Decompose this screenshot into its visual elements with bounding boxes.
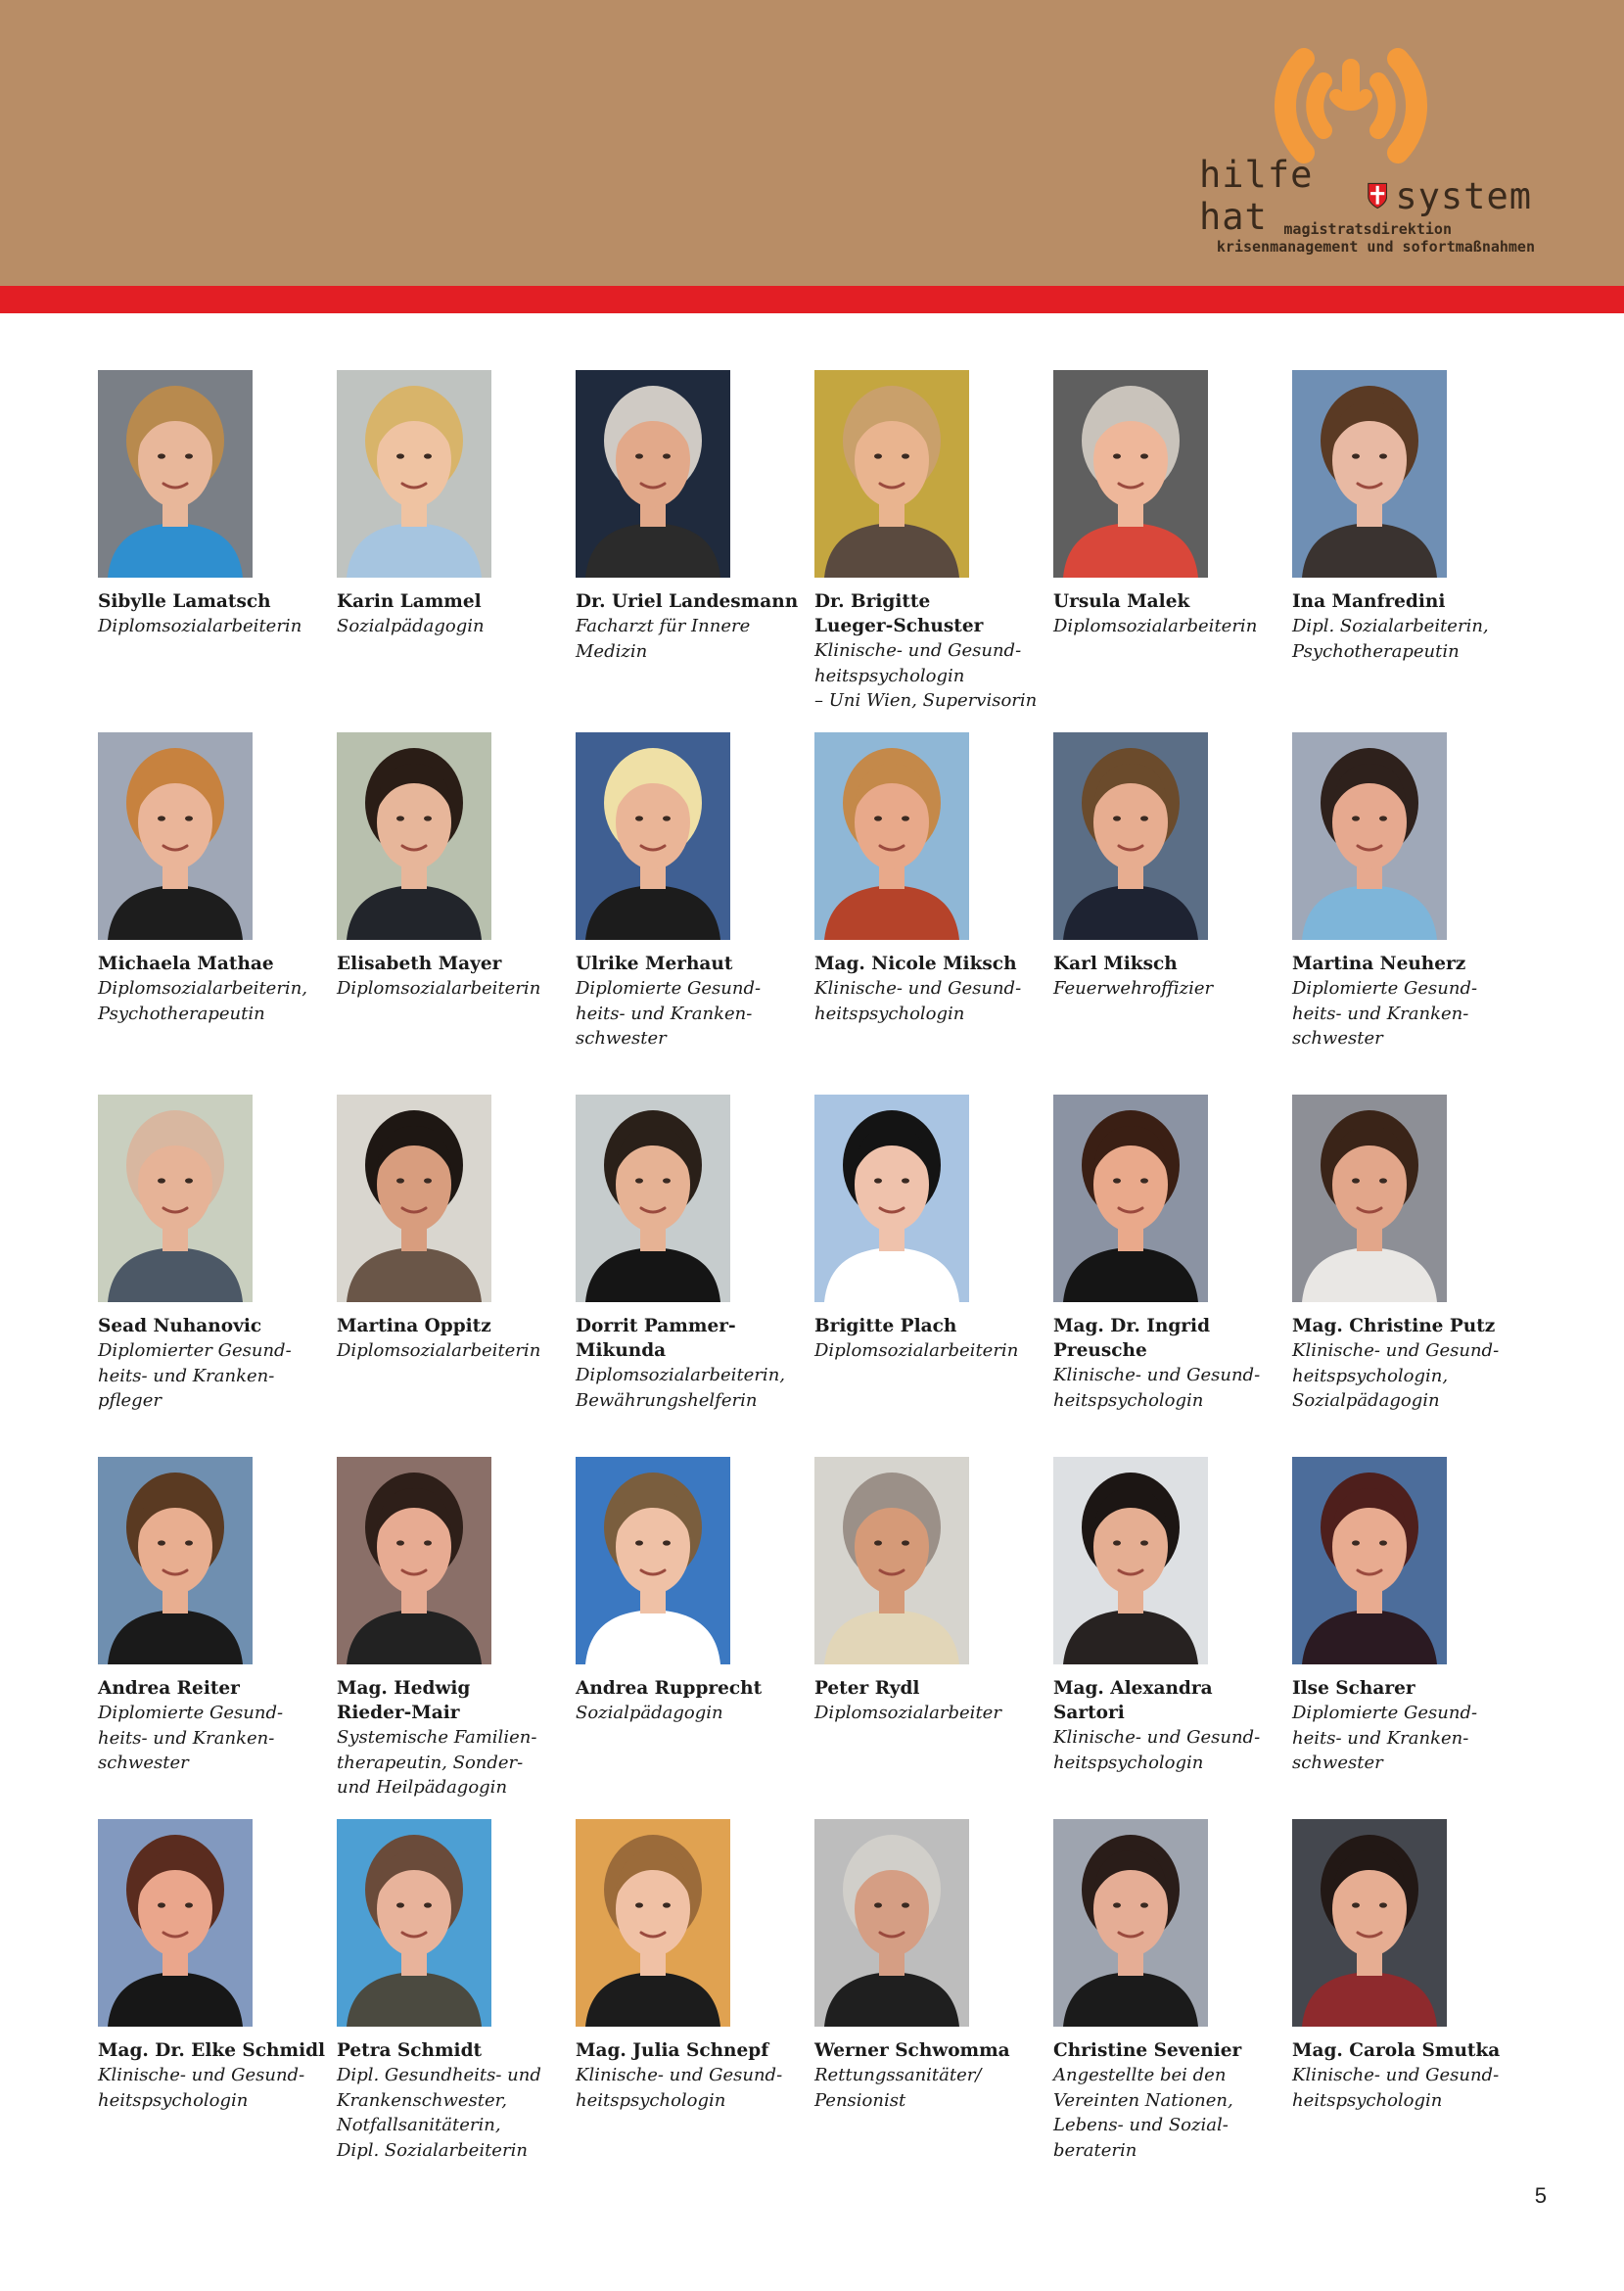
portrait-image: [814, 732, 969, 940]
staff-name: Andrea Rupprecht: [576, 1678, 763, 1699]
staff-card: [1292, 1457, 1531, 1819]
staff-name: Mag. Dr. Elke Schmidl: [98, 2040, 326, 2061]
portrait-image: [1053, 732, 1208, 940]
portrait-photo: [337, 732, 491, 940]
portrait-image: [576, 1457, 730, 1664]
portrait-image: [1292, 1457, 1447, 1664]
staff-card: [814, 1095, 1053, 1457]
staff-role: Diplomsozialarbeiterin: [1053, 616, 1258, 636]
staff-card: [1292, 1095, 1531, 1457]
portrait-image: [98, 1819, 253, 2027]
portrait-image: [1292, 1095, 1447, 1302]
staff-role: Diplomierter Gesund- heits- und Kranken- pfleger: [98, 1340, 292, 1411]
portrait-image: [1053, 370, 1208, 578]
staff-role: Diplomierte Gesund- heits- und Kranken- schwester: [1292, 1703, 1478, 1773]
staff-role: Sozialpädagogin: [337, 616, 485, 636]
staff-card: [337, 732, 576, 1095]
portrait-eye: [902, 453, 909, 458]
staff-name: Dr. Brigitte Lueger-Schuster: [814, 591, 984, 636]
staff-card: [98, 370, 337, 732]
portrait-eye: [635, 816, 643, 820]
staff-card: [814, 1457, 1053, 1819]
portrait-photo: [576, 732, 730, 940]
staff-card: [1053, 1457, 1292, 1819]
portrait-photo: [576, 370, 730, 578]
portrait-eye: [396, 816, 404, 820]
portrait-eye: [635, 1178, 643, 1183]
portrait-eye: [874, 816, 882, 820]
staff-name: Martina Oppitz: [337, 1316, 491, 1336]
portrait-eye: [185, 1902, 193, 1907]
brand-subtitle: [1175, 220, 1535, 256]
staff-role: Diplomsozialarbeiterin, Psychotherapeutin: [98, 978, 308, 1024]
portrait-photo: [576, 1457, 730, 1664]
staff-role: Diplomsozialarbeiter: [814, 1703, 1001, 1723]
staff-role: Diplomsozialarbeiterin: [98, 616, 302, 636]
portrait-image: [576, 1095, 730, 1302]
staff-role: Klinische- und Gesund- heitspsychologin, Sozialpädagogin: [1292, 1340, 1500, 1411]
staff-card: [98, 1457, 337, 1819]
portrait-eye: [1113, 1902, 1121, 1907]
portrait-photo: [1292, 1819, 1447, 2027]
staff-name: Sibylle Lamatsch: [98, 591, 271, 612]
staff-name: Christine Sevenier: [1053, 2040, 1242, 2061]
staff-name: Werner Schwomma: [814, 2040, 1010, 2061]
staff-role: Dipl. Sozialarbeiterin, Psychotherapeutin: [1292, 616, 1489, 662]
portrait-eye: [1113, 1178, 1121, 1183]
portrait-photo: [1053, 732, 1208, 940]
staff-name: Mag. Hedwig Rieder-Mair: [337, 1678, 471, 1723]
portrait-eye: [1140, 816, 1148, 820]
portrait-image: [1292, 732, 1447, 940]
portrait-eye: [185, 453, 193, 458]
staff-role: Klinische- und Gesund- heitspsychologin – Uni Wien, Supervisorin: [814, 640, 1038, 711]
portrait-photo: [1292, 1095, 1447, 1302]
staff-role: Diplomsozialarbeiterin: [337, 978, 541, 999]
portrait-eye: [663, 453, 671, 458]
portrait-eye: [185, 816, 193, 820]
staff-card: [576, 1095, 814, 1457]
portrait-photo: [1292, 370, 1447, 578]
portrait-eye: [1352, 453, 1360, 458]
portrait-eye: [1140, 453, 1148, 458]
staff-card: [98, 732, 337, 1095]
staff-name: Ilse Scharer: [1292, 1678, 1415, 1699]
staff-card: [1292, 732, 1531, 1095]
staff-name: Andrea Reiter: [98, 1678, 240, 1699]
staff-card: [576, 1457, 814, 1819]
staff-role: Sozialpädagogin: [576, 1703, 723, 1723]
red-stripe: [0, 286, 1624, 313]
staff-role: Klinische- und Gesund- heitspsychologin: [1053, 1365, 1261, 1411]
staff-card: [337, 1095, 576, 1457]
portrait-photo: [814, 370, 969, 578]
portrait-image: [1292, 1819, 1447, 2027]
portrait-eye: [185, 1540, 193, 1545]
portrait-eye: [396, 1540, 404, 1545]
staff-role: Diplomierte Gesund- heits- und Kranken- schwester: [98, 1703, 284, 1773]
staff-name: Ina Manfredini: [1292, 591, 1446, 612]
staff-card: [337, 1457, 576, 1819]
staff-name: Mag. Carola Smutka: [1292, 2040, 1501, 2061]
staff-name: Mag. Dr. Ingrid Preusche: [1053, 1316, 1211, 1361]
staff-role: Systemische Familien- therapeutin, Sonder- und Heilpädagogin: [337, 1727, 537, 1798]
portrait-image: [576, 1819, 730, 2027]
staff-name: Martina Neuherz: [1292, 954, 1466, 974]
portrait-eye: [396, 1178, 404, 1183]
staff-name: Petra Schmidt: [337, 2040, 483, 2061]
portrait-eye: [1352, 1178, 1360, 1183]
portrait-photo: [814, 1819, 969, 2027]
portrait-eye: [1352, 1902, 1360, 1907]
brand-name-right: system: [1395, 174, 1532, 217]
portrait-photo: [98, 1457, 253, 1664]
portrait-eye: [1140, 1902, 1148, 1907]
portrait-image: [814, 370, 969, 578]
staff-card: [576, 370, 814, 732]
portrait-eye: [424, 1178, 432, 1183]
portrait-eye: [1379, 1178, 1387, 1183]
portrait-eye: [424, 1902, 432, 1907]
staff-card: [98, 1095, 337, 1457]
staff-card: [814, 732, 1053, 1095]
staff-role: Rettungssanitäter/ Pensionist: [814, 2065, 982, 2111]
staff-card: [1292, 1819, 1531, 2181]
staff-role: Diplomsozialarbeiterin, Bewährungshelferin: [576, 1365, 786, 1411]
portrait-image: [1053, 1457, 1208, 1664]
portrait-eye: [902, 1540, 909, 1545]
portrait-eye: [158, 1178, 165, 1183]
portrait-eye: [1352, 816, 1360, 820]
portrait-photo: [814, 1457, 969, 1664]
portrait-eye: [663, 1540, 671, 1545]
staff-name: Elisabeth Mayer: [337, 954, 502, 974]
staff-role: Klinische- und Gesund- heitspsychologin: [1053, 1727, 1261, 1773]
staff-role: Dipl. Gesundheits- und Krankenschwester, Notfallsanitäterin, Dipl. Sozialarbeiterin: [337, 2065, 541, 2161]
staff-name: Dr. Uriel Landesmann: [576, 591, 799, 612]
portrait-eye: [902, 816, 909, 820]
portrait-image: [337, 1457, 491, 1664]
portrait-photo: [814, 732, 969, 940]
portrait-photo: [337, 370, 491, 578]
brand-subtitle-line2: krisenmanagement und sofortmaßnahmen: [1216, 238, 1535, 256]
portrait-photo: [814, 1095, 969, 1302]
portrait-eye: [663, 1902, 671, 1907]
staff-role: Klinische- und Gesund- heitspsychologin: [1292, 2065, 1500, 2111]
portrait-image: [337, 1095, 491, 1302]
staff-card: [576, 732, 814, 1095]
portrait-photo: [576, 1095, 730, 1302]
portrait-photo: [337, 1457, 491, 1664]
portrait-eye: [635, 1540, 643, 1545]
portrait-eye: [158, 453, 165, 458]
staff-name: Ursula Malek: [1053, 591, 1190, 612]
staff-card: [337, 370, 576, 732]
portrait-eye: [424, 816, 432, 820]
portrait-photo: [337, 1095, 491, 1302]
portrait-photo: [337, 1819, 491, 2027]
portrait-image: [98, 1095, 253, 1302]
staff-name: Sead Nuhanovic: [98, 1316, 262, 1336]
portrait-eye: [1113, 453, 1121, 458]
portrait-photo: [98, 1819, 253, 2027]
portrait-photo: [98, 732, 253, 940]
portrait-eye: [1113, 816, 1121, 820]
portrait-image: [337, 1819, 491, 2027]
portrait-photo: [1053, 1095, 1208, 1302]
staff-role: Feuerwehroffizier: [1053, 978, 1214, 999]
portrait-eye: [902, 1178, 909, 1183]
staff-name: Karin Lammel: [337, 591, 482, 612]
staff-role: Diplomsozialarbeiterin: [814, 1340, 1019, 1361]
staff-name: Mag. Alexandra Sartori: [1053, 1678, 1213, 1723]
portrait-photo: [98, 1095, 253, 1302]
staff-card: [1053, 370, 1292, 732]
portrait-image: [98, 370, 253, 578]
portrait-image: [814, 1819, 969, 2027]
portrait-eye: [874, 453, 882, 458]
staff-role: Facharzt für Innere Medizin: [576, 616, 751, 662]
staff-card: [576, 1819, 814, 2181]
portrait-image: [1053, 1095, 1208, 1302]
staff-card: [814, 1819, 1053, 2181]
portrait-image: [576, 732, 730, 940]
vienna-shield-icon: [1368, 179, 1387, 212]
portrait-photo: [1053, 1457, 1208, 1664]
portrait-eye: [158, 816, 165, 820]
portrait-eye: [635, 453, 643, 458]
staff-name: Mag. Christine Putz: [1292, 1316, 1496, 1336]
portrait-photo: [1053, 370, 1208, 578]
portrait-image: [814, 1457, 969, 1664]
staff-role: Klinische- und Gesund- heitspsychologin: [98, 2065, 305, 2111]
portrait-eye: [635, 1902, 643, 1907]
portrait-image: [98, 1457, 253, 1664]
staff-card: [1053, 732, 1292, 1095]
page-number: 5: [1534, 2183, 1547, 2208]
staff-name: Mag. Nicole Miksch: [814, 954, 1017, 974]
staff-role: Diplomierte Gesund- heits- und Kranken- schwester: [576, 978, 762, 1049]
portrait-eye: [1113, 1540, 1121, 1545]
portrait-eye: [1379, 453, 1387, 458]
portrait-eye: [874, 1178, 882, 1183]
staff-card: [1053, 1819, 1292, 2181]
portrait-eye: [396, 453, 404, 458]
staff-name: Ulrike Merhaut: [576, 954, 733, 974]
staff-role: Klinische- und Gesund- heitspsychologin: [576, 2065, 783, 2111]
portrait-photo: [1292, 732, 1447, 940]
staff-card: [98, 1819, 337, 2181]
portrait-eye: [663, 1178, 671, 1183]
staff-card: [1053, 1095, 1292, 1457]
portrait-eye: [1379, 1902, 1387, 1907]
portrait-eye: [396, 1902, 404, 1907]
staff-grid: [98, 370, 1547, 2181]
staff-name: Dorrit Pammer-Mikunda: [576, 1316, 736, 1361]
portrait-eye: [1140, 1178, 1148, 1183]
portrait-eye: [158, 1902, 165, 1907]
portrait-image: [337, 732, 491, 940]
portrait-image: [1292, 370, 1447, 578]
staff-name: Michaela Mathae: [98, 954, 274, 974]
staff-card: [1292, 370, 1531, 732]
staff-role: Diplomierte Gesund- heits- und Kranken- schwester: [1292, 978, 1478, 1049]
staff-role: Angestellte bei den Vereinten Nationen, Lebens- und Sozial- beraterin: [1053, 2065, 1233, 2161]
portrait-eye: [424, 1540, 432, 1545]
portrait-eye: [158, 1540, 165, 1545]
portrait-eye: [874, 1540, 882, 1545]
portrait-eye: [1379, 816, 1387, 820]
portrait-photo: [576, 1819, 730, 2027]
staff-role: Diplomsozialarbeiterin: [337, 1340, 541, 1361]
brand-name-left: hilfe hat: [1199, 154, 1314, 238]
portrait-image: [1053, 1819, 1208, 2027]
portrait-eye: [424, 453, 432, 458]
portrait-eye: [185, 1178, 193, 1183]
brand-subtitle-line1: magistratsdirektion: [1283, 220, 1452, 238]
portrait-image: [337, 370, 491, 578]
portrait-eye: [1352, 1540, 1360, 1545]
portrait-photo: [98, 370, 253, 578]
staff-card: [814, 370, 1053, 732]
staff-name: Karl Miksch: [1053, 954, 1178, 974]
portrait-eye: [902, 1902, 909, 1907]
portrait-eye: [874, 1902, 882, 1907]
staff-name: Mag. Julia Schnepf: [576, 2040, 769, 2061]
portrait-eye: [1140, 1540, 1148, 1545]
portrait-photo: [1292, 1457, 1447, 1664]
staff-role: Klinische- und Gesund- heitspsychologin: [814, 978, 1022, 1024]
staff-name: Brigitte Plach: [814, 1316, 957, 1336]
portrait-image: [98, 732, 253, 940]
logo: [1175, 29, 1547, 264]
portrait-image: [814, 1095, 969, 1302]
portrait-eye: [663, 816, 671, 820]
portrait-eye: [1379, 1540, 1387, 1545]
portrait-photo: [1053, 1819, 1208, 2027]
staff-name: Peter Rydl: [814, 1678, 920, 1699]
staff-card: [337, 1819, 576, 2181]
portrait-image: [576, 370, 730, 578]
